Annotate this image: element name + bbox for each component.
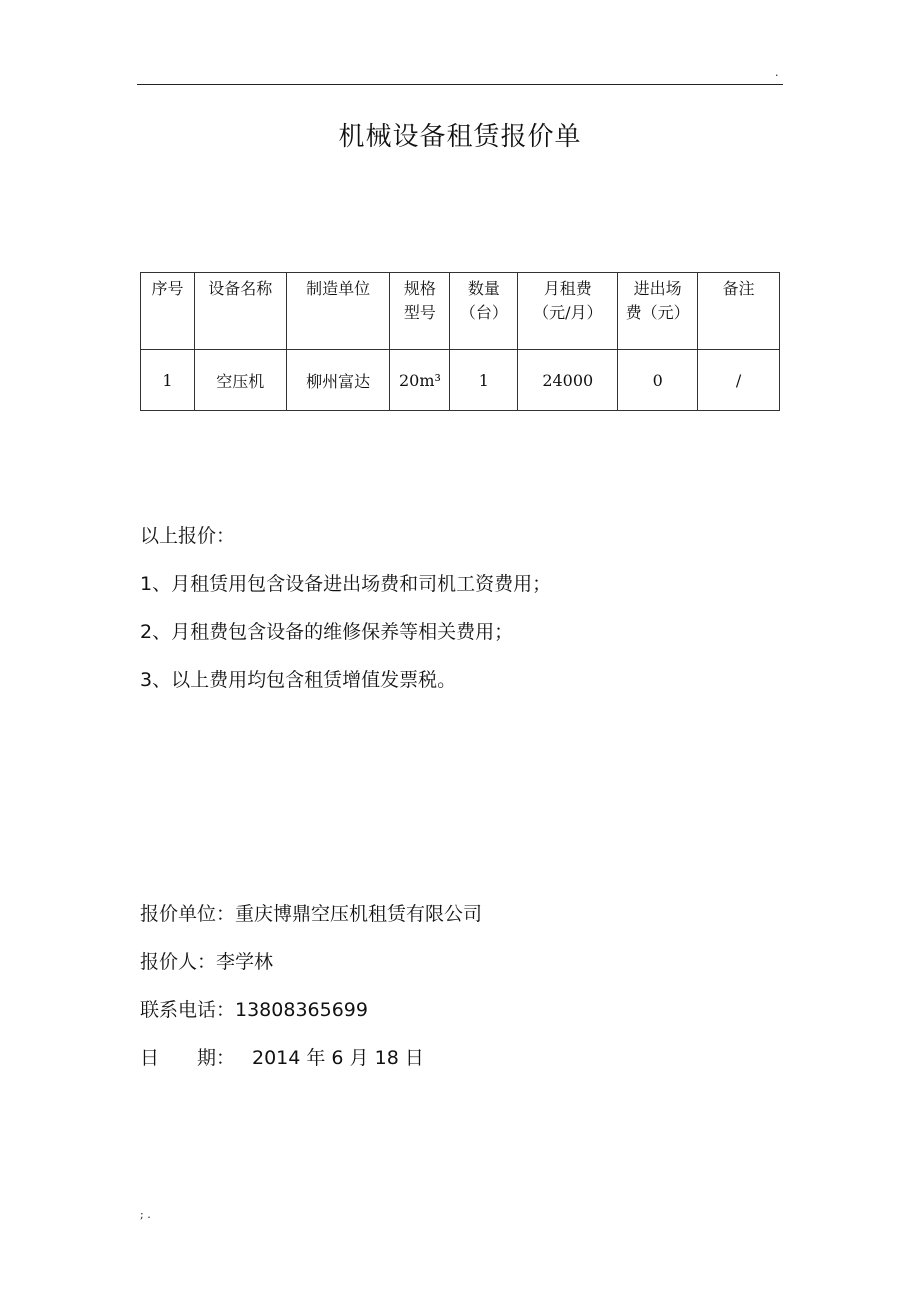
col-header-spec-model: 规格 型号 — [390, 273, 450, 350]
quotation-footer — [140, 890, 482, 1082]
col-header-equipment-name: 设备名称 — [194, 273, 286, 350]
note-item-3: 3、以上费用均包含租赁增值发票税。 — [140, 669, 457, 691]
col-header-remarks: 备注 — [698, 273, 780, 350]
col-header-manufacturer: 制造单位 — [286, 273, 390, 350]
col-header-index: 序号 — [141, 273, 195, 350]
cell-equipment-name: 空压机 — [194, 350, 286, 411]
quoting-person: 报价人：李学林 — [140, 951, 274, 973]
date-value: 2014 年 6 月 18 日 — [252, 1047, 424, 1069]
header-dot: . — [775, 66, 779, 79]
cell-transport-fee: 0 — [618, 350, 698, 411]
col-header-transport-fee: 进出场 费（元） — [618, 273, 698, 350]
contact-phone: 联系电话：13808365699 — [140, 999, 368, 1021]
cell-manufacturer: 柳州富达 — [286, 350, 390, 411]
cell-index: 1 — [141, 350, 195, 411]
cell-remarks: / — [698, 350, 780, 411]
table-header-row — [141, 273, 780, 350]
quotation-notes — [140, 512, 551, 704]
quote-date — [140, 1034, 482, 1082]
notes-heading: 以上报价： — [140, 525, 236, 547]
document-title: 机械设备租赁报价单 — [338, 122, 582, 152]
quoting-company: 报价单位：重庆博鼎空压机租赁有限公司 — [140, 903, 483, 925]
table-row — [141, 350, 780, 411]
date-label: 日 期： — [140, 1047, 236, 1069]
header-rule — [137, 84, 783, 85]
cell-monthly-rent: 24000 — [518, 350, 618, 411]
note-item-2: 2、月租费包含设备的维修保养等相关费用； — [140, 621, 514, 643]
note-item-1: 1、月租赁用包含设备进出场费和司机工资费用； — [140, 573, 552, 595]
quotation-table — [140, 272, 780, 411]
cell-spec-model: 20m³ — [390, 350, 450, 411]
page-mark: ; . — [140, 1208, 151, 1221]
col-header-quantity: 数量 （台） — [450, 273, 518, 350]
col-header-monthly-rent: 月租费 （元/月） — [518, 273, 618, 350]
cell-quantity: 1 — [450, 350, 518, 411]
